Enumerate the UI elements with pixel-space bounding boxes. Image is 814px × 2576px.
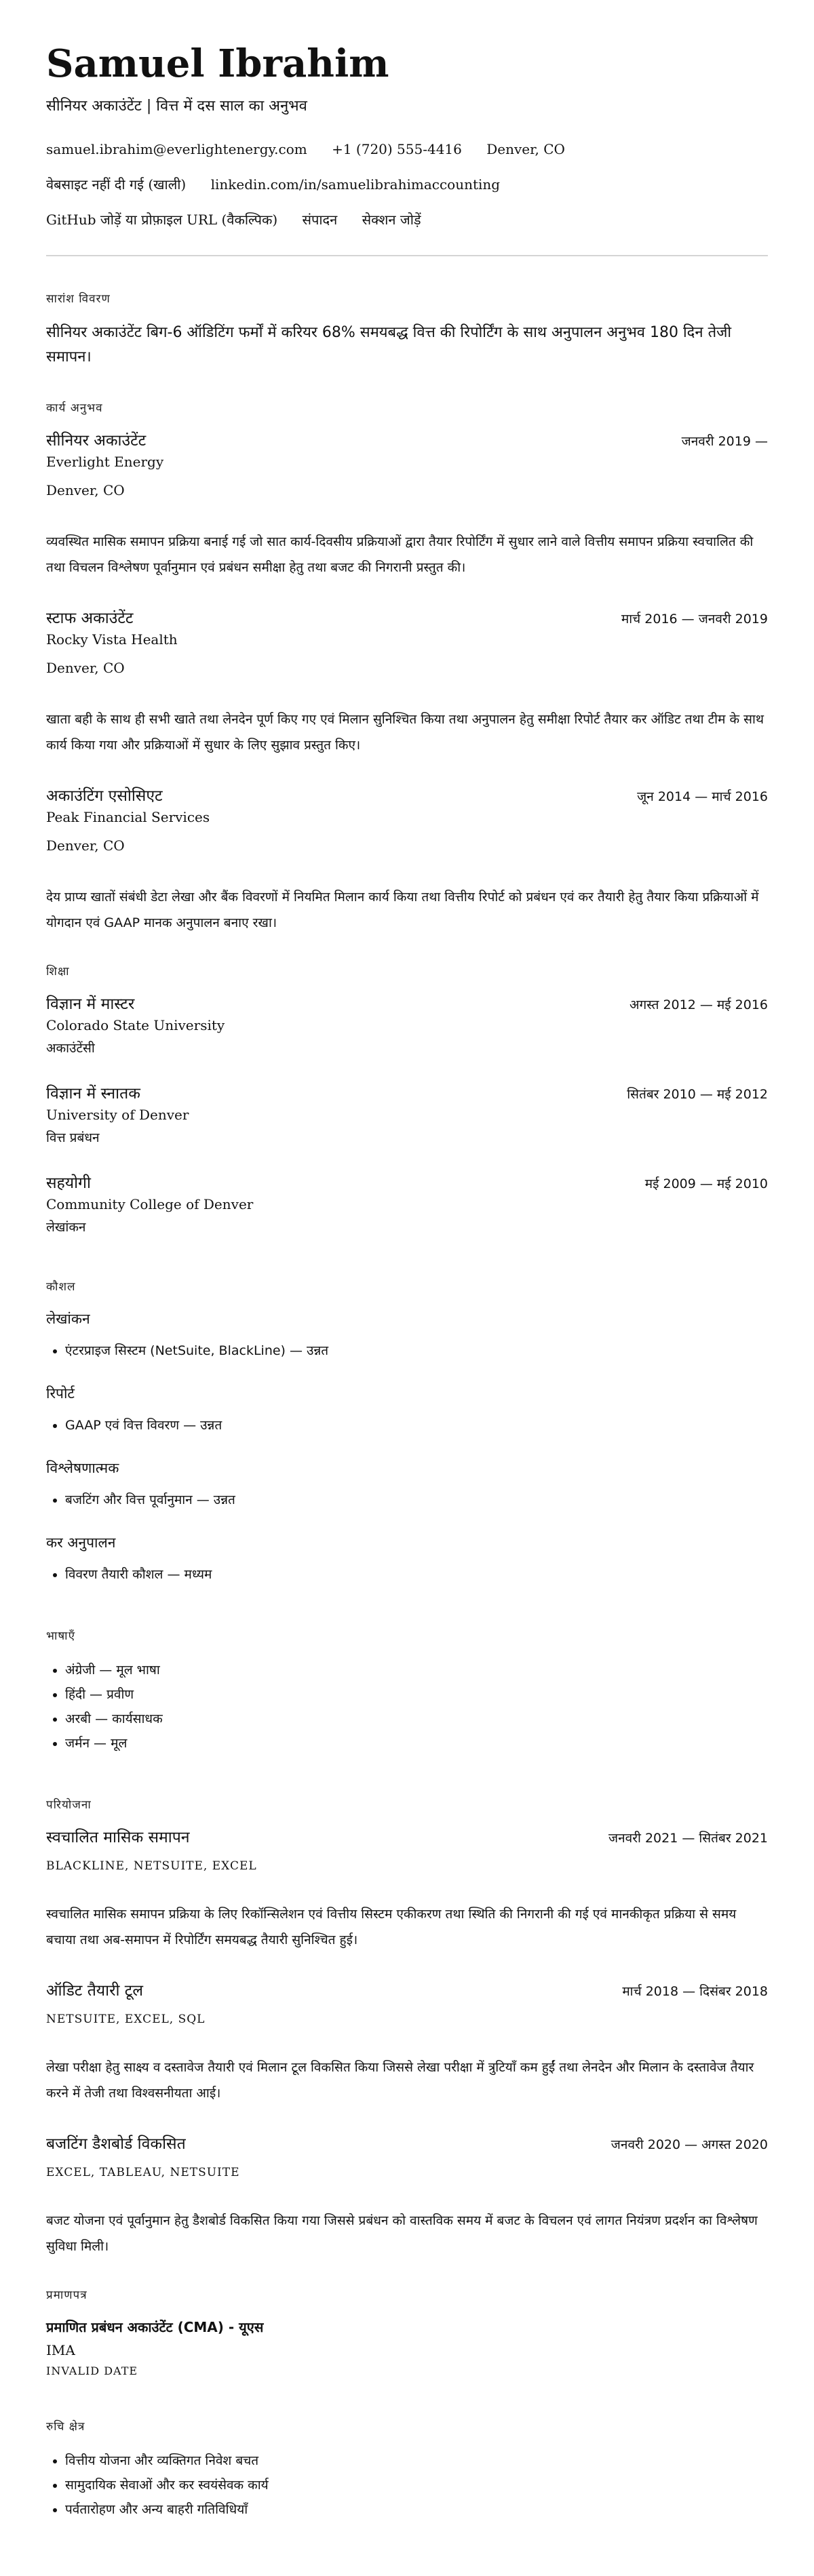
project-date: मार्च 2018 — दिसंबर 2018 <box>622 1984 768 1999</box>
project-description: लेखा परीक्षा हेतु साक्ष्य व दस्तावेज तैयारी एवं मिलान टूल विकसित किया जिससे लेखा परीक्षा में त्रुटियाँ कम हुईं तथा लेनदेन और मिलान के दस्तावेज तैयार करने में तेजी तथा विश्वसनीयता आई। <box>46 2060 754 2101</box>
skill-item: • GAAP एवं वित्त विवरण — उन्नत <box>65 1413 768 1438</box>
experience-entry-head <box>46 785 768 807</box>
experience-entry <box>46 608 768 758</box>
skill-group <box>46 1532 768 1587</box>
contact-row-links <box>46 175 768 194</box>
job-location: Denver, CO <box>46 837 125 854</box>
education-date: सितंबर 2010 — मई 2012 <box>627 1087 768 1102</box>
education-entry <box>46 1083 768 1148</box>
job-description: व्यवस्थित मासिक समापन प्रक्रिया बनाई गई जो सात कार्य-दिवसीय प्रक्रियाओं द्वारा तैयार रिपोर्टिंग में सुधार लाने वाले वित्तीय समापन प्रक्रिया स्वचालित की तथा विचलन विश्लेषण पूर्वानुमान एवं प्रबंधन समीक्षा हेतु तथा बजट की निगरानी प्रस्तुत की। <box>46 534 754 575</box>
project-tech: NETSUITE, EXCEL, SQL <box>46 2013 206 2026</box>
education-entry <box>46 1172 768 1237</box>
summary-heading: सारांश विवरण <box>46 292 111 306</box>
skill-group-name: विश्लेषणात्मक <box>46 1460 119 1476</box>
skill-list <box>46 1562 768 1587</box>
project-title: बजटिंग डैशबोर्ड विकसित <box>46 2135 186 2153</box>
contact-email[interactable]: samuel.ibrahim@everlightenergy.com <box>46 141 307 157</box>
skill-list <box>46 1413 768 1438</box>
certifications-section <box>46 2286 768 2377</box>
language-list <box>46 1658 768 1756</box>
interest-item: • सामुदायिक सेवाओं और कर स्वयंसेवक कार्य <box>65 2473 768 2497</box>
interest-item: • पर्वतारोहण और अन्य बाहरी गतिविधियाँ <box>65 2497 768 2522</box>
projects-section <box>46 1796 768 2259</box>
degree-name: सहयोगी <box>46 1174 91 1192</box>
interest-list <box>46 2449 768 2522</box>
field-of-study: लेखांकन <box>46 1220 86 1235</box>
edit-link[interactable]: संपादन <box>302 212 338 228</box>
project-title: ऑडिट तैयारी टूल <box>46 1982 143 2000</box>
certification-date: INVALID DATE <box>46 2364 138 2377</box>
experience-section <box>46 399 768 936</box>
interest-item: • वित्तीय योजना और व्यक्तिगत निवेश बचत <box>65 2449 768 2473</box>
degree-name: विज्ञान में मास्टर <box>46 995 135 1013</box>
job-location: Denver, CO <box>46 660 125 676</box>
project-entry-head <box>46 2133 768 2155</box>
school-name: Community College of Denver <box>46 1196 254 1212</box>
skill-item: • बजटिंग और वित्त पूर्वानुमान — उन्नत <box>65 1488 768 1512</box>
skill-group-name: कर अनुपालन <box>46 1534 116 1551</box>
candidate-name: Samuel Ibrahim <box>46 41 389 86</box>
contact-github[interactable]: GitHub जोड़ें या प्रोफ़ाइल URL (वैकल्पिक) <box>46 212 278 228</box>
job-title: सीनियर अकाउंटेंट <box>46 432 147 450</box>
resume-header <box>46 41 768 229</box>
project-tech: EXCEL, TABLEAU, NETSUITE <box>46 2166 240 2179</box>
education-date: अगस्त 2012 — मई 2016 <box>629 997 768 1012</box>
skill-list <box>46 1488 768 1512</box>
school-name: University of Denver <box>46 1107 189 1123</box>
skill-group <box>46 1309 768 1363</box>
job-company: Peak Financial Services <box>46 809 210 825</box>
job-company: Rocky Vista Health <box>46 631 178 648</box>
skill-item: • विवरण तैयारी कौशल — मध्यम <box>65 1562 768 1587</box>
project-description: बजट योजना एवं पूर्वानुमान हेतु डैशबोर्ड विकसित किया गया जिससे प्रबंधन को वास्तविक समय में बजट के विचलन एवं लागत नियंत्रण प्रदर्शन का विश्लेषण सुविधा मिली। <box>46 2213 758 2254</box>
language-item: • अंग्रेजी — मूल भाषा <box>65 1658 768 1682</box>
degree-name: विज्ञान में स्नातक <box>46 1085 140 1103</box>
school-name: Colorado State University <box>46 1017 225 1033</box>
project-date: जनवरी 2020 — अगस्त 2020 <box>610 2137 768 2152</box>
project-entry-head <box>46 1827 768 1848</box>
project-entry <box>46 1827 768 1953</box>
interests-section <box>46 2418 768 2522</box>
job-title: अकाउंटिंग एसोसिएट <box>46 787 163 805</box>
field-of-study: अकाउंटेंसी <box>46 1041 95 1056</box>
project-entry <box>46 2133 768 2259</box>
education-entry <box>46 993 768 1058</box>
contact-website: वेबसाइट नहीं दी गई (खाली) <box>46 176 187 193</box>
experience-entry <box>46 430 768 580</box>
candidate-headline: सीनियर अकाउंटेंट | वित्त में दस साल का अनुभव <box>46 98 307 115</box>
job-location: Denver, CO <box>46 482 125 498</box>
contact-linkedin[interactable]: linkedin.com/in/samuelibrahimaccounting <box>210 176 501 193</box>
certification-title: प्रमाणित प्रबंधन अकाउंटेंट (CMA) - यूएस <box>46 2319 264 2335</box>
language-item: • अरबी — कार्यसाधक <box>65 1707 768 1731</box>
job-date: जनवरी 2019 — <box>681 434 768 449</box>
education-entry-head <box>46 1172 768 1194</box>
project-entry-head <box>46 1980 768 2002</box>
summary-section <box>46 290 768 370</box>
certifications-heading: प्रमाणपत्र <box>46 2288 88 2302</box>
summary-text: सीनियर अकाउंटेंट बिग-6 ऑडिटिंग फर्मों में करियर 68% समयबद्ध वित्त की रिपोर्टिंग के साथ अनुपालन अनुभव 180 दिन तेजी समापन। <box>46 324 732 365</box>
projects-heading: परियोजना <box>46 1798 92 1812</box>
education-date: मई 2009 — मई 2010 <box>644 1176 768 1191</box>
job-title: स्टाफ अकाउंटेंट <box>46 610 134 627</box>
field-of-study: वित्त प्रबंधन <box>46 1130 100 1145</box>
languages-section <box>46 1627 768 1756</box>
contact-row-primary <box>46 140 768 159</box>
language-item: • जर्मन — मूल <box>65 1731 768 1756</box>
job-description: देय प्राप्य खातों संबंधी डेटा लेखा और बैंक विवरणों में नियमित मिलान कार्य किया तथा वित्तीय रिपोर्ट को प्रबंधन एवं कर तैयारी हेतु तैयार किया प्रक्रियाओं में योगदान एवं GAAP मानक अनुपालन बनाए रखा। <box>46 890 759 930</box>
interests-heading: रुचि क्षेत्र <box>46 2420 85 2434</box>
experience-heading: कार्य अनुभव <box>46 401 103 415</box>
certification-entry <box>46 2317 768 2377</box>
education-entry-head <box>46 1083 768 1105</box>
languages-heading: भाषाएँ <box>46 1629 75 1643</box>
skill-group <box>46 1383 768 1438</box>
education-section <box>46 963 768 1237</box>
skill-group-name: लेखांकन <box>46 1311 90 1327</box>
skill-group-name: रिपोर्ट <box>46 1385 75 1402</box>
language-item: • हिंदी — प्रवीण <box>65 1682 768 1707</box>
contact-phone[interactable]: +1 (720) 555-4416 <box>332 141 462 157</box>
skill-list <box>46 1339 768 1363</box>
certification-issuer: IMA <box>46 2342 75 2358</box>
education-entry-head <box>46 993 768 1015</box>
project-entry <box>46 1980 768 2106</box>
skill-item: • एंटरप्राइज सिस्टम (NetSuite, BlackLine) — उन्नत <box>65 1339 768 1363</box>
education-heading: शिक्षा <box>46 965 70 978</box>
skills-section <box>46 1278 768 1587</box>
contact-location: Denver, CO <box>486 141 565 157</box>
project-title: स्वचालित मासिक समापन <box>46 1829 190 1846</box>
job-description: खाता बही के साथ ही सभी खाते तथा लेनदेन पूर्ण किए गए एवं मिलान सुनिश्चित किया तथा अनुपालन हेतु समीक्षा रिपोर्ट तैयार कर ऑडिट तथा टीम के साथ कार्य किया गया और प्रक्रियाओं में सुधार के लिए सुझाव प्रस्तुत किए। <box>46 712 764 753</box>
skill-group <box>46 1458 768 1512</box>
job-company: Everlight Energy <box>46 454 164 470</box>
project-description: स्वचालित मासिक समापन प्रक्रिया के लिए रिकॉन्सिलेशन एवं वित्तीय सिस्टम एकीकरण तथा स्थिति की निगरानी की गई एवं मानकीकृत प्रक्रिया से समय बचाया तथा अब-समापन में रिपोर्टिंग समयबद्ध तैयारी सुनिश्चित हुई। <box>46 1907 737 1947</box>
job-date: मार्च 2016 — जनवरी 2019 <box>621 612 768 627</box>
add-section-link[interactable]: सेक्शन जोड़ें <box>362 212 421 228</box>
experience-entry-head <box>46 430 768 452</box>
project-tech: BLACKLINE, NETSUITE, EXCEL <box>46 1859 257 1873</box>
experience-entry <box>46 785 768 936</box>
skills-heading: कौशल <box>46 1280 76 1294</box>
contact-row-extra <box>46 210 768 229</box>
experience-entry-head <box>46 608 768 629</box>
job-date: जून 2014 — मार्च 2016 <box>637 789 768 804</box>
project-date: जनवरी 2021 — सितंबर 2021 <box>608 1831 768 1846</box>
header-divider <box>46 255 768 256</box>
